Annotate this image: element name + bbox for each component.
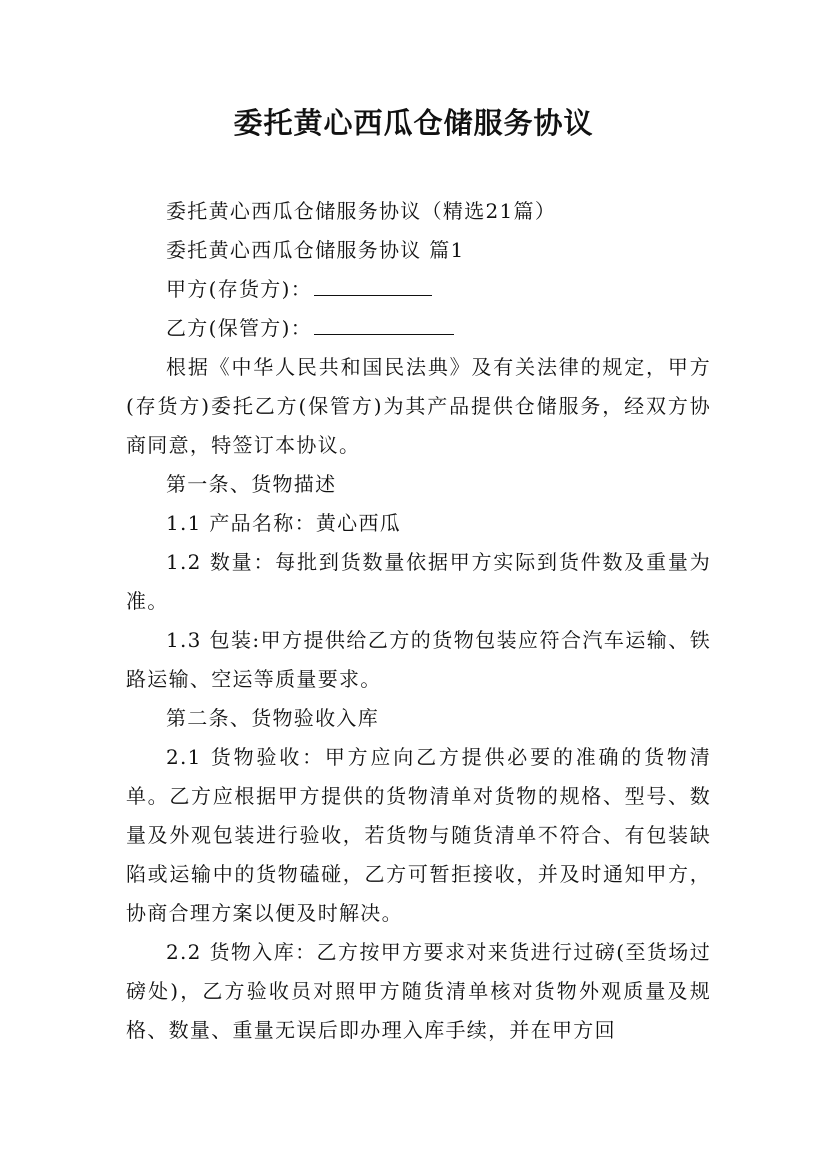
- document-body: [126, 192, 711, 1050]
- party-a-label: 甲方(存货方)：: [166, 277, 313, 301]
- party-b-blank: [314, 310, 454, 335]
- party-a-blank: [314, 271, 432, 296]
- clause-1-2: 1.2 数量：每批到货数量依据甲方实际到货件数及重量为准。: [126, 550, 711, 613]
- party-a-line: [126, 270, 711, 309]
- section-1-heading: 第一条、货物描述: [166, 472, 337, 496]
- clause-2-2: 2.2 货物入库：乙方按甲方要求对来货进行过磅(至货场过磅处)，乙方验收员对照甲方随货清单核对货物外观质量及规格、数量、重量无误后即办理入库手续，并在甲方回: [126, 940, 711, 1042]
- paragraph-collection-heading: 委托黄心西瓜仓储服务协议（精选21篇）: [166, 199, 557, 223]
- clause-2-1: 2.1 货物验收：甲方应向乙方提供必要的准确的货物清单。乙方应根据甲方提供的货物清单对货物的规格、型号、数量及外观包装进行验收，若货物与随货清单不符合、有包装缺陷或运输中的货物磕碰，乙方可暂拒接收，并及时通知甲方，协商合理方案以便及时解决。: [126, 745, 711, 925]
- section-2-heading: 第二条、货物验收入库: [166, 706, 379, 730]
- document-title: 委托黄心西瓜仓储服务协议: [233, 106, 594, 140]
- clause-1-3: 1.3 包装:甲方提供给乙方的货物包装应符合汽车运输、铁路运输、空运等质量要求。: [126, 628, 711, 691]
- paragraph-article-heading: 委托黄心西瓜仓储服务协议 篇1: [166, 238, 465, 262]
- paragraph-preamble: 根据《中华人民共和国民法典》及有关法律的规定，甲方(存货方)委托乙方(保管方)为其产品提供仓储服务，经双方协商同意，特签订本协议。: [126, 355, 711, 457]
- clause-1-1: 1.1 产品名称：黄心西瓜: [166, 511, 402, 535]
- party-b-label: 乙方(保管方)：: [166, 316, 313, 340]
- party-b-line: [126, 309, 711, 348]
